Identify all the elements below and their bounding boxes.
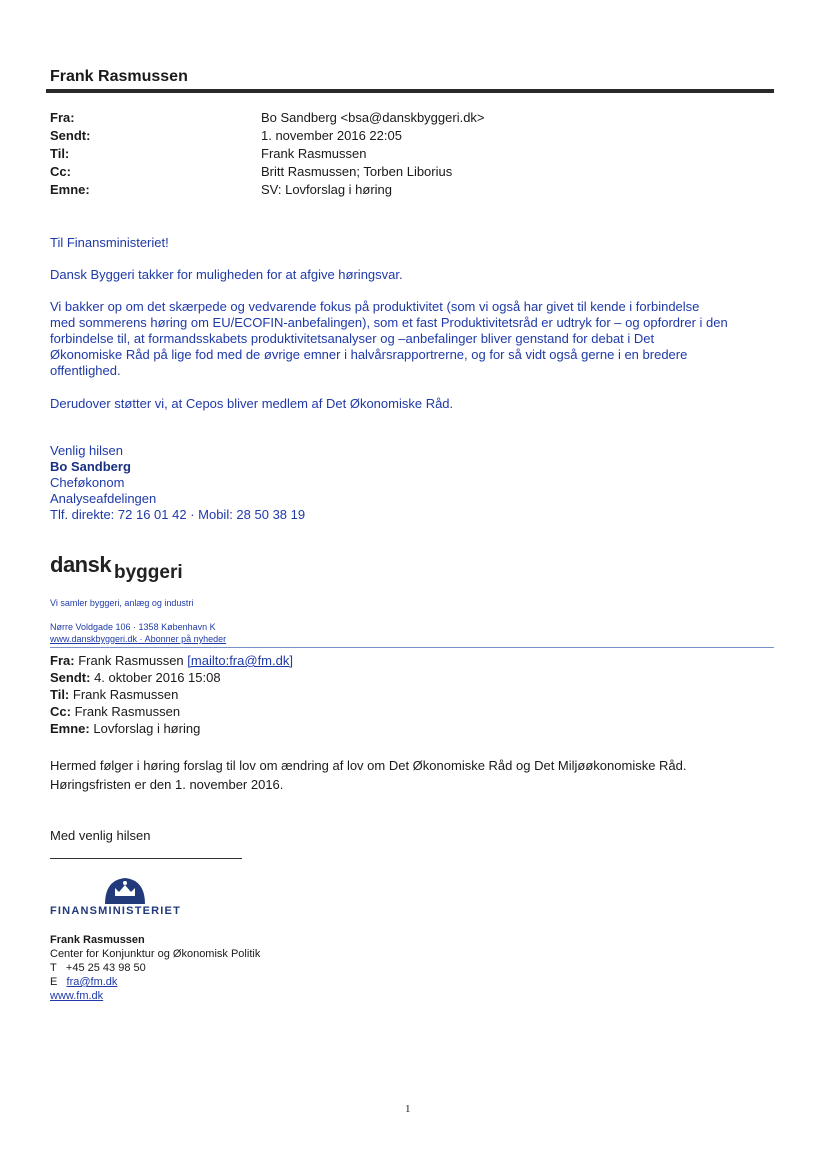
paragraph-2-line: Vi bakker op om det skærpede og vedvarende fokus på produktivitet (som vi også har givet til kende i forbindelse [50,299,700,314]
email-label: E [50,976,58,988]
forward-sent [50,670,221,685]
cc-label: Cc: [50,164,71,179]
dansk-byggeri-logo-byggeri: byggeri [114,562,183,583]
paragraph-2-line: Økonomiske Råd på lige fod med de øvrige emner i halvårsrapportrerne, og for så vidt også gerne i en bredere [50,347,688,362]
cc-value: Britt Rasmussen; Torben Liborius [261,164,453,179]
signature-phone: Tlf. direkte: 72 16 01 42 · Mobil: 28 50 38 19 [50,507,306,522]
forward-cc [50,704,180,719]
forward-subject-value: Lovforslag i høring [93,721,201,736]
forward-mailto-link[interactable]: [mailto:fra@fm.dk] [187,653,293,668]
subject-label: Emne: [50,182,90,197]
ministry-person: Frank Rasmussen [50,934,145,946]
phone-label: T [50,962,57,974]
crown-icon [100,876,150,904]
signature-department: Analyseafdelingen [50,491,157,506]
page-title: Frank Rasmussen [50,68,188,85]
company-address: Nørre Voldgade 106 · 1358 København K [50,622,216,632]
greeting: Til Finansministeriet! [50,235,169,250]
link-separator: · [137,634,145,644]
closing-divider [50,858,242,859]
to-value: Frank Rasmussen [261,146,367,161]
sent-label: Sendt: [50,128,91,143]
sent-value: 1. november 2016 22:05 [261,128,402,143]
ministry-unit: Center for Konjunktur og Økonomisk Politik [50,948,261,960]
forward-to-value: Frank Rasmussen [72,687,179,702]
ministry-email [50,976,117,988]
ministry-website [50,990,103,1002]
to-label: Til: [50,146,70,161]
logo-tagline: Vi samler byggeri, anlæg og industri [50,598,194,608]
email-link[interactable]: fra@fm.dk [66,976,118,988]
ministry-phone [50,962,146,974]
signature-name: Bo Sandberg [50,459,131,474]
forward-subject [50,721,200,736]
forward-cc-value: Frank Rasmussen [74,704,181,719]
forward-sent-value: 4. oktober 2016 15:08 [94,670,221,685]
forward-body-line-1: Hermed følger i høring forslag til lov om ændring af lov om Det Økonomiske Råd og Det Miljøøkonomiske Råd. [50,758,687,773]
page-number: 1 [405,1103,411,1115]
forward-closing: Med venlig hilsen [50,828,151,843]
signature-role: Cheføkonom [50,475,125,490]
forward-divider [214,647,774,648]
paragraph-2 [50,299,778,379]
subject-value: SV: Lovforslag i høring [261,182,393,197]
newsletter-link[interactable]: Abonner på nyheder [144,634,227,644]
forward-cc-label: Cc: [50,704,71,719]
forward-to-label: Til: [50,687,70,702]
forward-from-label: Fra: [50,653,75,668]
forward-sent-label: Sendt: [50,670,91,685]
paragraph-1: Dansk Byggeri takker for muligheden for at afgive høringsvar. [50,267,403,282]
signature-regards: Venlig hilsen [50,443,123,458]
paragraph-2-line: forbindelse til, at formandsskabets produktivitetsanalyser og –anbefalinger bliver genstand for debat i Det [50,331,655,346]
from-label: Fra: [50,110,75,125]
title-divider [46,89,774,93]
from-value: Bo Sandberg <bsa@danskbyggeri.dk> [261,110,485,125]
phone-value: +45 25 43 98 50 [65,962,146,974]
website-link[interactable]: www.fm.dk [50,990,104,1002]
ministry-name: FINANSMINISTERIET [50,905,182,917]
dansk-byggeri-logo-dansk: dansk [50,552,112,577]
forward-divider-left [50,647,214,648]
paragraph-2-line: offentlighed. [50,363,121,378]
forward-from [50,653,293,668]
forward-to [50,687,178,702]
paragraph-2-line: med sommerens høring om EU/ECOFIN-anbefalingen), som et fast Produktivitetsråd er udtryk for – og opfordrer i den [50,315,728,330]
company-links [50,634,226,644]
forward-subject-label: Emne: [50,721,90,736]
forward-from-value: Frank Rasmussen [78,653,184,668]
paragraph-3: Derudover støtter vi, at Cepos bliver medlem af Det Økonomiske Råd. [50,396,454,411]
forward-body-line-2: Høringsfristen er den 1. november 2016. [50,777,284,792]
company-website-link[interactable]: www.danskbyggeri.dk [50,634,138,644]
